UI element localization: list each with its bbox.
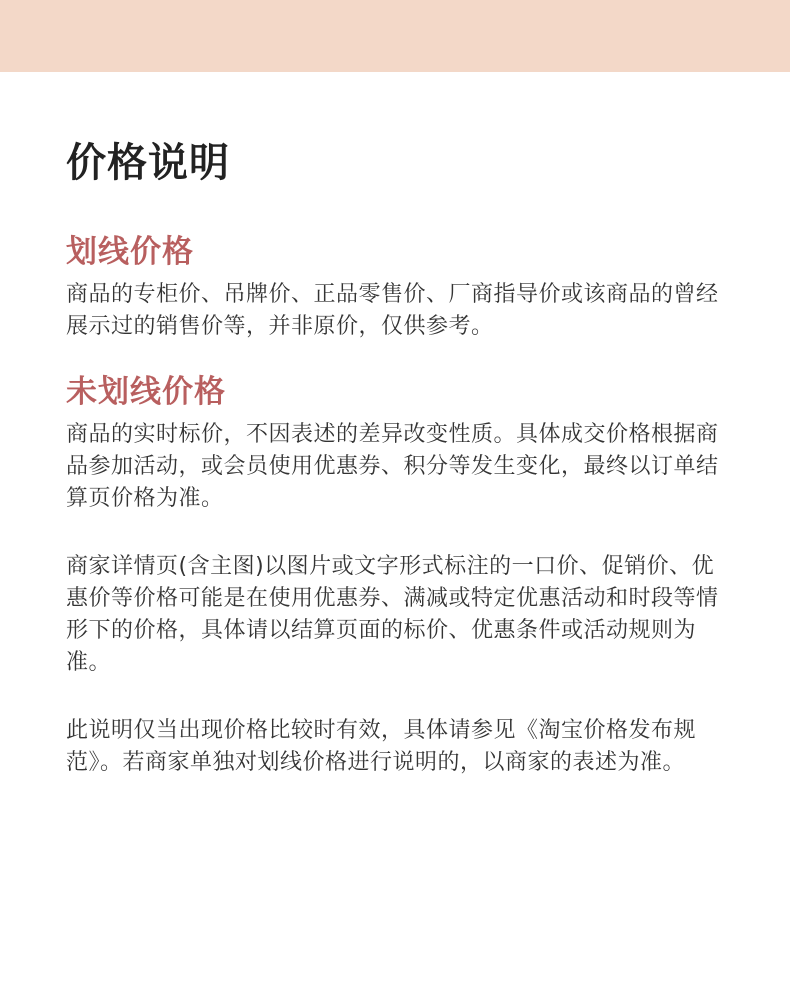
price-explanation-content [66,135,726,779]
spacer [66,515,726,551]
non-strikethrough-price-paragraph-1: 商品的实时标价，不因表述的差异改变性质。具体成交价格根据商品参加活动，或会员使用优惠券、积分等发生变化，最终以订单结算页价格为准。 [66,422,719,511]
section-heading-non-strikethrough-price: 未划线价格 [66,374,226,410]
non-strikethrough-price-paragraph-3: 此说明仅当出现价格比较时有效，具体请参见《淘宝价格发布规范》。若商家单独对划线价格进行说明的，以商家的表述为准。 [66,718,697,775]
spacer [66,679,726,715]
section-strikethrough-price [66,231,726,343]
section-non-strikethrough-price [66,371,726,779]
header-band [0,0,790,72]
page-title: 价格说明 [66,140,230,186]
spacer [66,343,726,371]
non-strikethrough-price-paragraph-2: 商家详情页(含主图)以图片或文字形式标注的一口价、促销价、优惠价等价格可能是在使用优惠券、满减或特定优惠活动和时段等情形下的价格，具体请以结算页面的标价、优惠条件或活动规则为准。 [66,554,719,675]
section-heading-strikethrough-price: 划线价格 [66,234,194,270]
strikethrough-price-paragraph: 商品的专柜价、吊牌价、正品零售价、厂商指导价或该商品的曾经展示过的销售价等，并非原价，仅供参考。 [66,282,719,339]
